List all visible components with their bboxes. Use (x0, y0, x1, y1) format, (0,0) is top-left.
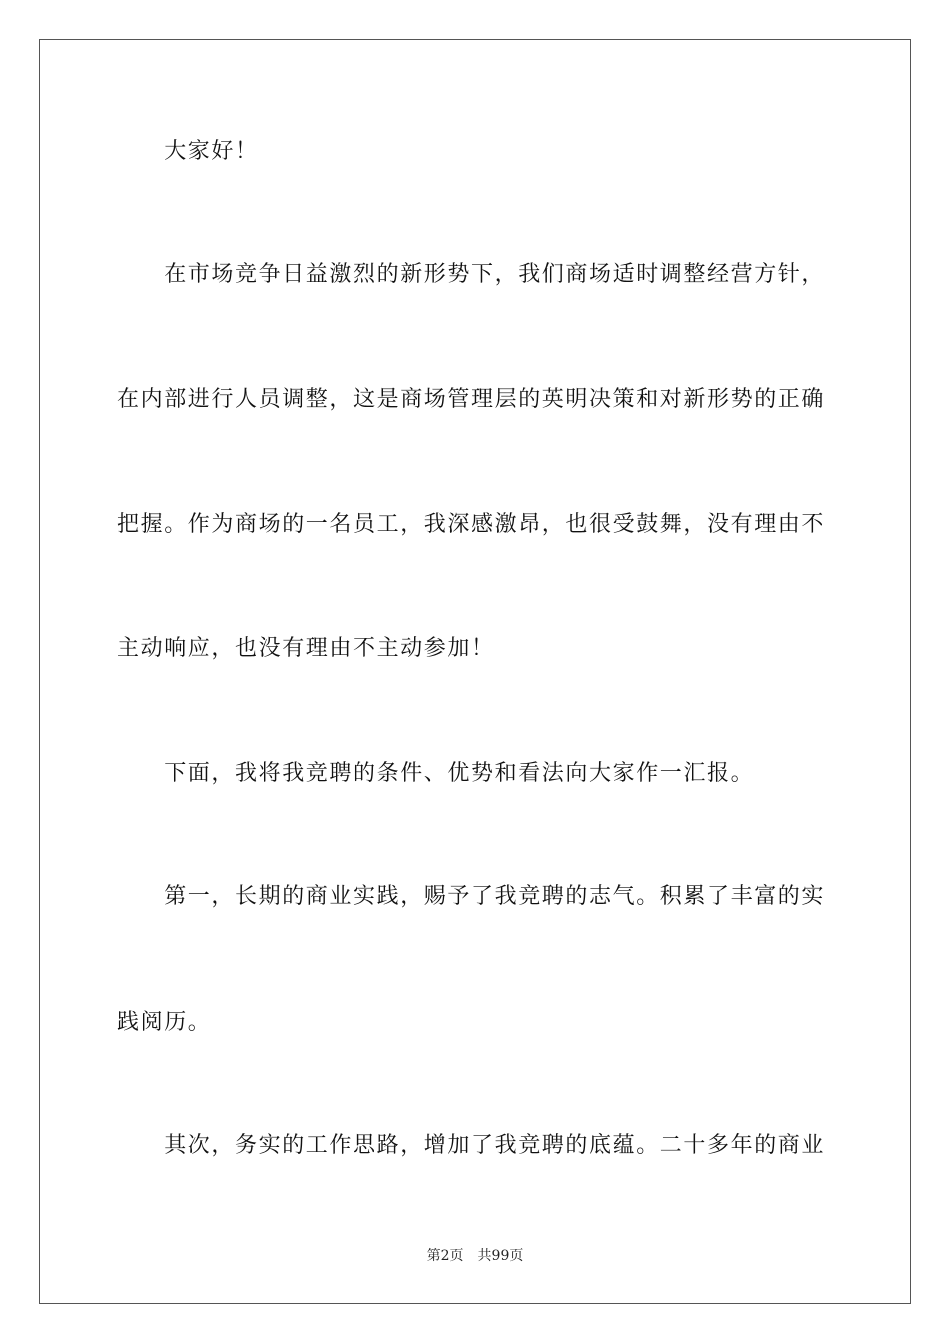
page-footer (0, 1247, 950, 1265)
paragraph-line-6: 第一，长期的商业实践，赐予了我竞聘的志气。积累了丰富的实 (117, 884, 826, 909)
paragraph-line-3: 把握。作为商场的一名员工，我深感激昂，也很受鼓舞，没有理由不 (117, 512, 826, 537)
paragraph-line-7: 践阅历。 (117, 1010, 212, 1035)
page-total: 共99页 (477, 1248, 524, 1264)
paragraph-line-4: 主动响应，也没有理由不主动参加！ (117, 636, 495, 661)
page-number: 第2页 (426, 1248, 464, 1264)
paragraph-line-8: 其次，务实的工作思路，增加了我竞聘的底蕴。二十多年的商业 (117, 1133, 826, 1158)
paragraph-line-1: 在市场竞争日益激烈的新形势下，我们商场适时调整经营方针， (117, 262, 826, 287)
paragraph-greeting: 大家好！ (117, 139, 259, 164)
paragraph-line-5: 下面，我将我竞聘的条件、优势和看法向大家作一汇报。 (117, 761, 755, 786)
page-border (39, 39, 911, 1304)
paragraph-line-2: 在内部进行人员调整，这是商场管理层的英明决策和对新形势的正确 (117, 387, 826, 412)
